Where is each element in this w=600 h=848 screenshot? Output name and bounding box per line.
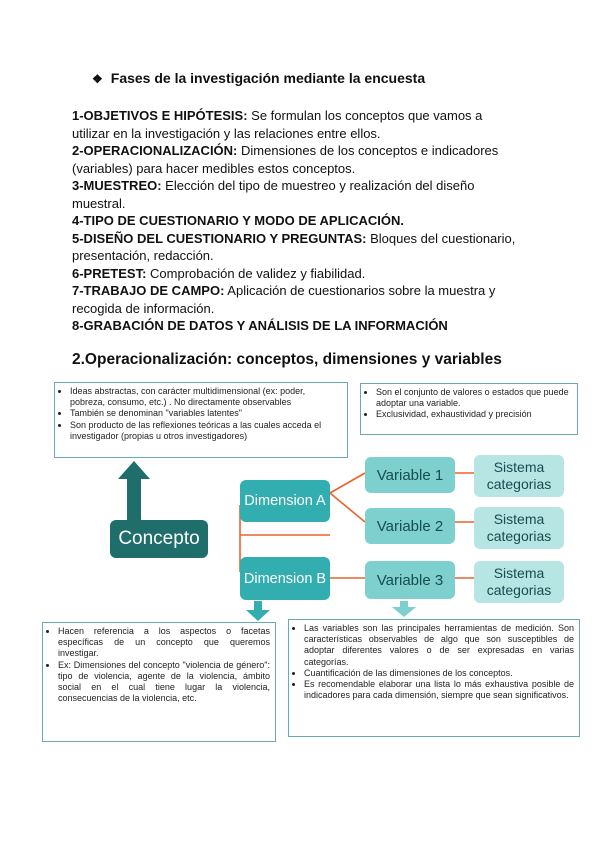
- dimension-b-node: Dimension B: [240, 557, 330, 600]
- note-item: • Las variables son las principales herramientas de medición. Son características observables de algo que son susceptibles de adoptar diferentes valores o de ser expresadas en varias categorías.: [304, 623, 574, 668]
- sistema-categorias-node: Sistema categorias: [474, 507, 564, 549]
- step-item: 7-TRABAJO DE CAMPO: Aplicación de cuestionarios sobre la muestra y recogida de información.: [72, 283, 496, 316]
- sistema-note: [360, 383, 578, 435]
- step-item: 5-DISEÑO DEL CUESTIONARIO Y PREGUNTAS: Bloques del cuestionario, presentación, redacción.: [72, 230, 516, 263]
- step-item: 6-PRETEST: Comprobación de validez y fiabilidad.: [72, 265, 366, 281]
- note-item: • Es recomendable elaborar una lista lo más exhaustiva posible de indicadores para cada dimensión, siempre que sean significativos.: [304, 679, 574, 701]
- note-item: • Son el conjunto de valores o estados que puede adoptar una variable.: [376, 387, 572, 409]
- step-item: 4-TIPO DE CUESTIONARIO Y MODO DE APLICACIÓN.: [72, 213, 405, 228]
- connector-line: [330, 493, 365, 522]
- note-item: • Ex: Dimensiones del concepto "violencia de género": tipo de violencia, agente de la violencia, ámbito social en el cual tiene lugar la violencia, consecuencias de la violencia, etc.: [58, 660, 270, 705]
- note-item: • Cuantificación de las dimensiones de los conceptos.: [304, 668, 574, 679]
- variable-note: [288, 619, 580, 737]
- note-item: • Son producto de las reflexiones teóricas a las cuales acceda el investigador (propias u otros investigadores): [70, 420, 342, 442]
- note-item: • Hacen referencia a los aspectos o facetas específicas de un concepto que queremos investigar.: [58, 626, 270, 660]
- dimension-note: [42, 622, 276, 742]
- down-arrow-icon: [392, 601, 416, 617]
- note-item: • Ideas abstractas, con carácter multidimensional (ex: poder, pobreza, consumo, etc.) . No directamente observables: [70, 386, 342, 408]
- heading-text: Fases de la investigación mediante la encuesta: [110, 70, 426, 86]
- diamond-bullet-icon: ❖: [92, 72, 103, 86]
- step-item: 1-OBJETIVOS E HIPÓTESIS: Se formulan los conceptos que vamos a utilizar en la investigación y las relaciones entre ellos.: [72, 108, 483, 141]
- down-arrow-icon: [246, 601, 270, 621]
- step-item: 2-OPERACIONALIZACIÓN: Dimensiones de los conceptos e indicadores (variables) para hacer medibles estos conceptos.: [72, 143, 499, 176]
- sistema-categorias-node: Sistema categorias: [474, 561, 564, 603]
- section-2-title: 2.Operacionalización: conceptos, dimensiones y variables: [72, 351, 502, 368]
- connector-line: [330, 473, 365, 493]
- variable-1-node: Variable 1: [365, 457, 455, 493]
- note-item: • Exclusividad, exhaustividad y precisión: [376, 409, 572, 420]
- up-arrow-icon: [118, 461, 150, 523]
- variable-2-node: Variable 2: [365, 508, 455, 544]
- concept-note: [54, 382, 348, 458]
- concept-node: Concepto: [110, 520, 208, 558]
- step-item: 8-GRABACIÓN DE DATOS Y ANÁLISIS DE LA INFORMACIÓN: [72, 318, 448, 333]
- step-item: 3-MUESTREO: Elección del tipo de muestreo y realización del diseño muestral.: [72, 178, 475, 211]
- variable-3-node: Variable 3: [365, 561, 455, 599]
- dimension-a-node: Dimension A: [240, 480, 330, 522]
- note-item: • También se denominan "variables latentes": [70, 408, 342, 419]
- sistema-categorias-node: Sistema categorias: [474, 455, 564, 497]
